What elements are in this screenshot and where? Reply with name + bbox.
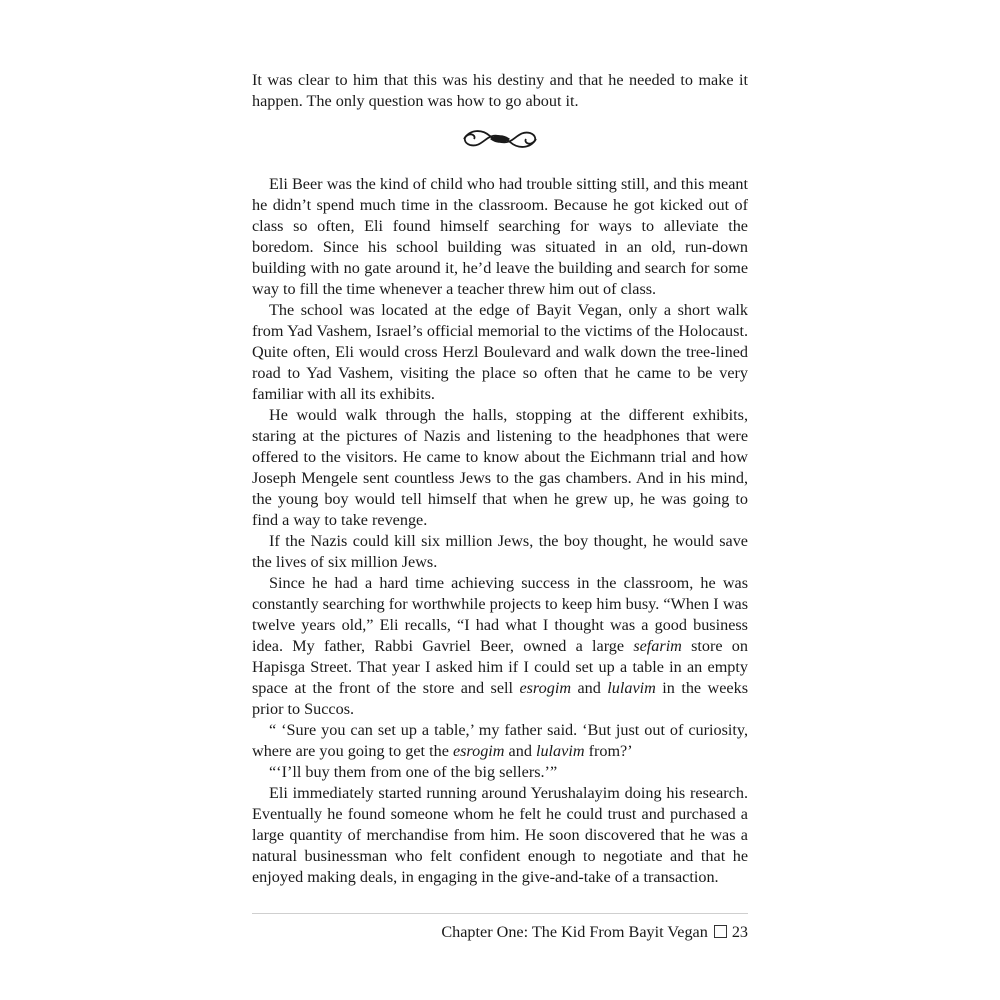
footer-rule: [252, 913, 748, 914]
paragraph-1: Eli Beer was the kind of child who had trouble sitting still, and this meant he didn’t spend much time in the classroom. Because he got kicked out of class so often, Eli found himself searching for ways to alleviate the boredom. Since his school building was situated in an old, run-down building with no gate around it, he’d leave the building and search for some way to fill the time whenever a teacher threw him out of class.: [252, 175, 748, 298]
paragraph-5-text-a: Since he had a hard time achieving success in the classroom, he was constantly searching for worthwhile projects to keep him busy. “When I was twelve years old,” Eli recalls, “I had what I thought was a good business idea. My father, Rabbi Gavriel Beer, owned a large: [252, 574, 748, 655]
paragraph-6-italic-2: lulavim: [535, 742, 585, 760]
chapter-title: Chapter One: The Kid From Bayit Vegan: [441, 923, 708, 941]
paragraph-5-italic-3: lulavim: [607, 679, 656, 697]
paragraph-6-italic-1: esrogim: [452, 742, 505, 760]
paragraph-6: [252, 720, 748, 762]
paragraph-5-italic-2: esrogim: [519, 679, 572, 697]
paragraph-6-text-a: “ ‘Sure you can set up a table,’ my father said. ‘But just out of curiosity, where are you going to get the: [252, 721, 748, 760]
paragraph-5-text-b: store on Hapisga Street. That year I asked him if I could set up a table in an empty space at the front of the store and sell: [252, 637, 748, 697]
paragraph-5-italic-1: sefarim: [633, 637, 682, 655]
running-footer: [252, 922, 748, 943]
paragraph-6-text-b: and: [504, 742, 536, 760]
paragraph-2: The school was located at the edge of Bayit Vegan, only a short walk from Yad Vashem, Israel’s official memorial to the victims of the Holocaust. Quite often, Eli would cross Herzl Boulevard and walk down the tree-lined road to Yad Vashem, visiting the place so often that he came to be very familiar with all its exhibits.: [252, 301, 748, 403]
paragraph-5-text-c: and: [571, 679, 608, 697]
paragraph-5-text-d: in the weeks prior to Succos.: [252, 679, 748, 718]
box-separator-icon: [714, 925, 727, 938]
paragraph-8: Eli immediately started running around Yerushalayim doing his research. Eventually he found someone whom he felt he could trust and purchased a large quantity of merchandise from him. He soon discovered that he was a natural businessman who felt confident enough to negotiate and that he enjoyed making deals, in engaging in the give-and-take of a transaction.: [252, 784, 748, 886]
paragraph-3: He would walk through the halls, stopping at the different exhibits, staring at the pictures of Nazis and listening to the headphones that were offered to the visitors. He came to know about the Eichmann trial and how Joseph Mengele sent countless Jews to the gas chambers. And in his mind, the young boy would tell himself that when he grew up, he was going to find a way to take revenge.: [252, 406, 748, 529]
page-number: 23: [731, 923, 748, 941]
paragraph-7: “‘I’ll buy them from one of the big sellers.’”: [269, 763, 558, 781]
scroll-ornament-icon: [252, 126, 748, 152]
paragraph-6-text-c: from?’: [584, 742, 633, 760]
paragraph-0: It was clear to him that this was his destiny and that he needed to make it happen. The only question was how to go about it.: [252, 71, 748, 110]
paragraph-4: If the Nazis could kill six million Jews, the boy thought, he would save the lives of six million Jews.: [252, 532, 748, 571]
paragraph-5: [252, 573, 748, 720]
page-body: [252, 70, 748, 888]
